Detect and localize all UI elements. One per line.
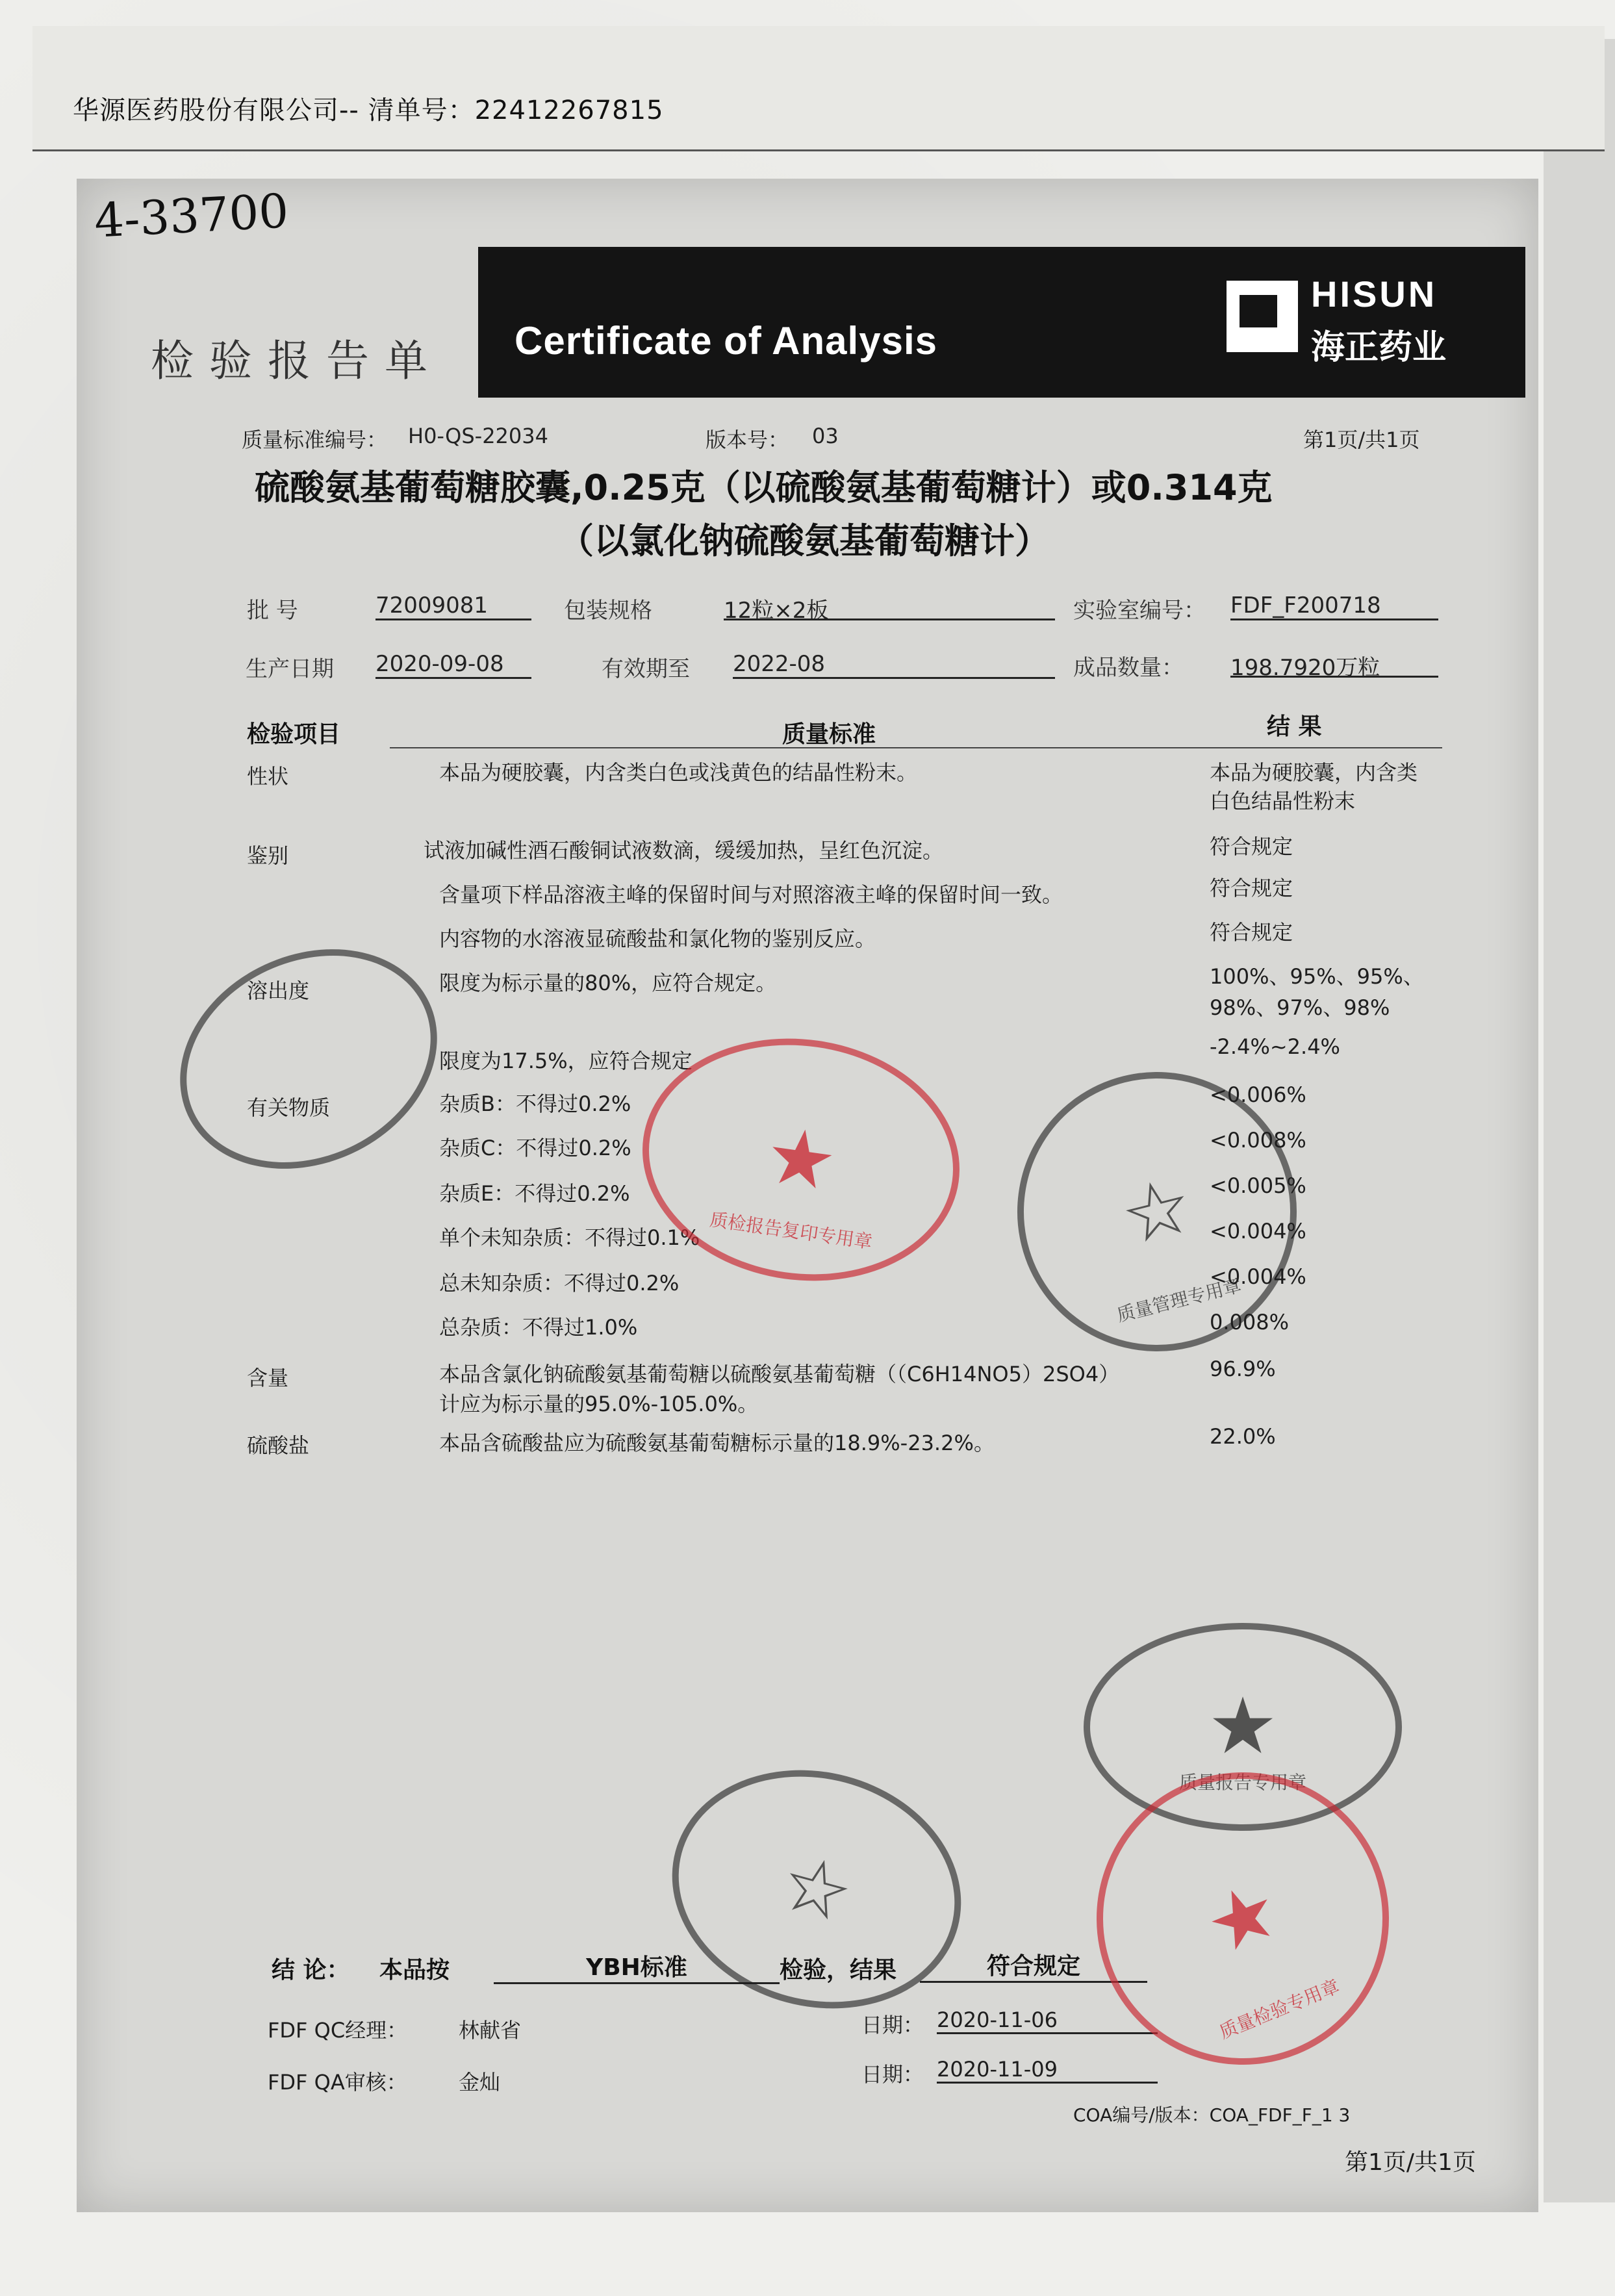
row-standard: 试液加碱性酒石酸铜试液数滴，缓缓加热，呈红色沉淀。 [424, 838, 944, 863]
lab-no-label: 实验室编号： [1073, 598, 1206, 624]
page-indicator: 第1页/共1页 [1303, 427, 1420, 452]
stamp-label: 质量检验专用章 [1216, 1975, 1343, 2043]
col-header-item: 检验项目 [247, 721, 341, 748]
date1-label: 日期： [861, 2013, 924, 2037]
date2-value: 2020-11-09 [937, 2057, 1158, 2084]
row-standard: 限度为17.5%，应符合规定 [439, 1049, 693, 1073]
conclusion-label: 结 论： [272, 1957, 350, 1983]
row-result: <0.004% [1210, 1264, 1306, 1289]
title-en: Certificate of Analysis [515, 319, 937, 363]
col-header-standard: 质量标准 [782, 721, 876, 748]
company-logo [1227, 266, 1486, 370]
row-result: 本品为硬胶囊，内含类 [1210, 760, 1418, 785]
qa-name: 金灿 [459, 2070, 501, 2095]
row-standard: 杂质B：不得过0.2% [439, 1091, 631, 1116]
stamp-star-icon: ☆ [1112, 1159, 1202, 1264]
std-no-label: 质量标准编号： [242, 427, 388, 452]
fax-header-text: 华源医药股份有限公司-- 清单号：22412267815 [73, 96, 664, 125]
stamp-star-icon: ★ [1193, 1863, 1292, 1974]
std-no: H0-QS-22034 [408, 424, 548, 448]
row-standard: 含量项下样品溶液主峰的保留时间与对照溶液主峰的保留时间一致。 [439, 882, 1063, 907]
pack-value: 12粒×2板 [724, 593, 1055, 620]
row-result: 100%、95%、95%、 [1210, 964, 1424, 989]
qty-value: 198.7920万粒 [1230, 650, 1438, 678]
row-result: <0.008% [1210, 1128, 1306, 1153]
row-result: 0.008% [1210, 1310, 1290, 1334]
row-standard: 杂质E：不得过0.2% [439, 1181, 630, 1206]
row-result: 符合规定 [1210, 834, 1293, 859]
product-title-line1: 硫酸氨基葡萄糖胶囊,0.25克（以硫酸氨基葡萄糖计）或0.314克 [255, 467, 1273, 508]
lab-no-value: FDF_F200718 [1230, 593, 1438, 620]
row-standard: 内容物的水溶液显硫酸盐和氯化物的鉴别反应。 [439, 926, 876, 951]
row-standard: 本品为硬胶囊，内含类白色或浅黄色的结晶性粉末。 [439, 760, 918, 785]
row-result: <0.004% [1210, 1219, 1306, 1244]
stamp-label: 质检报告复印专用章 [708, 1208, 874, 1253]
stamp-star-icon: ★ [760, 1110, 842, 1209]
row-standard: 限度为标示量的80%，应符合规定。 [439, 971, 777, 995]
version: 03 [812, 424, 839, 448]
row-result: 符合规定 [1210, 920, 1293, 945]
coa-number: COA编号/版本：COA_FDF_F_1 3 [1073, 2104, 1351, 2126]
row-result: 22.0% [1210, 1424, 1276, 1449]
row-standard: 本品含氯化钠硫酸氨基葡萄糖以硫酸氨基葡萄糖（（C6H14NO5）2SO4） [439, 1362, 1120, 1386]
qa-label: FDF QA审核： [268, 2070, 407, 2095]
row-standard: 总未知杂质：不得过0.2% [439, 1271, 680, 1295]
logo-name: HISUN [1311, 274, 1438, 314]
row-result-line2: 白色结晶性粉末 [1210, 789, 1356, 813]
row-item: 含量 [247, 1366, 289, 1390]
qty-label: 成品数量： [1073, 655, 1184, 681]
conclusion-text2: 检验，结果 [780, 1957, 897, 1983]
mfg-value: 2020-09-08 [375, 651, 531, 679]
stamp-label: 质量报告专用章 [1178, 1772, 1306, 1793]
row-standard: 杂质C：不得过0.2% [439, 1136, 631, 1160]
row-item: 硫酸盐 [247, 1433, 310, 1458]
date2-label: 日期： [861, 2062, 924, 2087]
pack-label: 包装规格 [564, 598, 652, 624]
stamp-star-icon: ★ [1208, 1681, 1278, 1772]
batch-label: 批 号 [247, 598, 298, 624]
handwritten-note: 4-33700 [93, 183, 290, 248]
row-result: 符合规定 [1210, 876, 1293, 900]
col-header-result: 结 果 [1267, 713, 1322, 740]
row-standard: 总杂质：不得过1.0% [439, 1315, 638, 1340]
table-header-rule [390, 747, 1442, 748]
exp-label: 有效期至 [602, 656, 690, 682]
row-standard: 本品含硫酸盐应为硫酸氨基葡萄糖标示量的18.9%-23.2%。 [439, 1431, 995, 1455]
row-item: 有关物质 [247, 1095, 331, 1120]
row-result-line2: 98%、97%、98% [1210, 995, 1390, 1020]
row-standard: 单个未知杂质：不得过0.1% [439, 1225, 700, 1250]
row-result: -2.4%~2.4% [1210, 1034, 1340, 1059]
row-item: 溶出度 [247, 978, 310, 1003]
row-standard-line2: 计应为标示量的95.0%-105.0%。 [439, 1392, 759, 1416]
row-item: 鉴别 [247, 843, 289, 868]
page-footer: 第1页/共1页 [1345, 2149, 1476, 2176]
version-label: 版本号： [706, 427, 789, 452]
stamp-star-icon: ☆ [771, 1836, 863, 1942]
conclusion-standard: YBH标准 [494, 1949, 780, 1984]
exp-value: 2022-08 [733, 651, 1055, 679]
qc-name: 林献省 [459, 2018, 522, 2043]
fax-header-bar [32, 26, 1605, 151]
row-result: <0.005% [1210, 1173, 1306, 1198]
date1-value: 2020-11-06 [937, 2008, 1158, 2034]
mfg-label: 生产日期 [246, 656, 334, 682]
qc-label: FDF QC经理： [268, 2018, 408, 2043]
logo-cn-name: 海正药业 [1311, 328, 1447, 367]
header-band [478, 247, 1525, 398]
row-item: 性状 [247, 764, 289, 789]
row-result: 96.9% [1210, 1357, 1276, 1381]
conclusion-text1: 本品按 [379, 1957, 450, 1983]
batch-value: 72009081 [375, 593, 531, 620]
conclusion-result: 符合规定 [920, 1948, 1147, 1983]
logo-mark-icon [1227, 281, 1298, 352]
stamp-label: 质量管理专用章 [1114, 1274, 1244, 1327]
title-cn: 检验报告单 [151, 336, 443, 386]
scan-edge [1544, 39, 1615, 2202]
product-title-line2: （以氯化钠硫酸氨基葡萄糖计） [559, 520, 1050, 561]
row-result: <0.006% [1210, 1082, 1306, 1107]
